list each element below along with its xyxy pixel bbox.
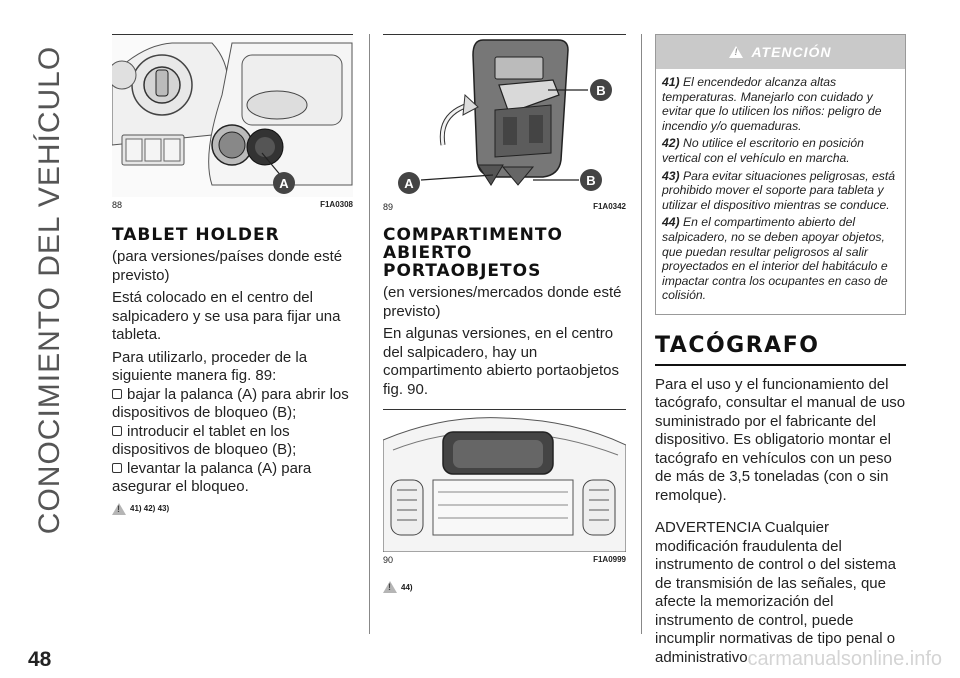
attention-item-text: Para evitar situaciones peligrosas, está prohibido mover el soporte para tableta y utilizar el dispositivo mientras se conduce. <box>662 168 896 212</box>
column-divider <box>641 34 642 634</box>
figure-90 <box>383 409 626 565</box>
bullet-item <box>112 423 353 460</box>
paragraph: Está colocado en el centro del salpicadero y se usa para fijar una tableta. <box>112 289 341 343</box>
callout-b-bottom: B <box>586 173 596 188</box>
warning-reference-numbers: 41) 42) 43) <box>130 504 170 513</box>
figure-number: 88 <box>112 200 123 210</box>
attention-item-text: El encendedor alcanza altas temperaturas. Manejarlo con cuidado y evitar que lo utilicen los niños: peligro de incendio y/o quemaduras. <box>662 75 882 133</box>
attention-header <box>656 35 905 69</box>
paragraph: (en versiones/mercados donde esté previsto) <box>383 284 622 320</box>
figure-code: F1A0308 <box>320 200 353 209</box>
section-heading-tablet-holder: TABLET HOLDER <box>112 225 280 245</box>
attention-item-number: 44) <box>662 215 680 230</box>
warning-triangle-icon <box>729 46 743 58</box>
attention-item <box>662 215 899 303</box>
column-3 <box>655 34 906 667</box>
figure-89-illustration <box>383 35 626 199</box>
checkbox-bullet-icon <box>112 389 122 399</box>
attention-item-text: No utilice el escritorio en posición vertical con el vehículo en marcha. <box>662 136 864 165</box>
attention-item-number: 43) <box>662 168 680 183</box>
warning-reference <box>112 503 353 515</box>
bullet-text: introducir el tablet en los dispositivos de bloqueo (B); <box>112 422 297 458</box>
figure-caption <box>383 199 626 212</box>
attention-item-text: En el compartimento abierto del salpicadero, no se deben apoyar objetos, que puedan resultar peligrosos al salir proyectados en el interior del habitáculo e impactar contra los ocupantes en caso de colisión. <box>662 215 888 303</box>
attention-item <box>662 169 899 213</box>
bullet-text: bajar la palanca (A) para abrir los dispositivos de bloqueo (B); <box>112 385 349 421</box>
column-divider <box>369 34 370 634</box>
paragraph: (para versiones/países donde esté previsto) <box>112 248 343 284</box>
column-1 <box>112 34 353 515</box>
paragraph: ADVERTENCIA Cualquier modificación fraudulenta del instrumento de control o del sistema de transmisión de las señales, que afecte la memorización del instrumento de control, puede incumplir normativas de tipo penal o administrativo. <box>655 519 896 666</box>
warning-reference-numbers: 44) <box>401 582 413 592</box>
chapter-title <box>20 10 80 570</box>
bullet-item <box>112 386 353 423</box>
checkbox-bullet-icon <box>112 463 122 473</box>
section-heading-tacografo: TACÓGRAFO <box>655 333 906 366</box>
figure-88 <box>112 34 353 210</box>
page-number: 48 <box>28 648 52 671</box>
figure-89 <box>383 34 626 212</box>
attention-box <box>655 34 906 315</box>
callout-a: A <box>404 176 414 191</box>
figure-caption <box>112 197 353 210</box>
callout-a: A <box>279 176 289 191</box>
figure-code: F1A0999 <box>593 555 626 564</box>
figure-code: F1A0342 <box>593 202 626 211</box>
attention-item <box>662 136 899 165</box>
attention-item <box>662 75 899 133</box>
section-heading-compartimento: COMPARTIMENTO ABIERTO PORTAOBJETOS <box>383 225 563 281</box>
watermark: carmanualsonline.info <box>747 648 942 670</box>
warning-reference <box>383 581 626 593</box>
figure-90-illustration <box>383 410 626 552</box>
figure-number: 89 <box>383 202 394 212</box>
bullet-text: levantar la palanca (A) para asegurar el bloqueo. <box>112 459 312 495</box>
column-2 <box>383 34 626 593</box>
warning-triangle-icon <box>112 503 126 515</box>
bullet-item <box>112 460 353 497</box>
attention-item-number: 42) <box>662 136 680 151</box>
callout-b-top: B <box>596 83 606 98</box>
paragraph: Para el uso y el funcionamiento del tacógrafo, consultar el manual de uso suministrado por el fabricante del dispositivo. Es obligatorio montar el tacógrafo en vehículos con un peso de más de 3,5 toneladas (con o sin remolque). <box>655 375 906 504</box>
figure-88-illustration <box>112 35 353 197</box>
attention-body <box>656 69 905 314</box>
paragraph: Para utilizarlo, proceder de la siguiente manera fig. 89: <box>112 348 308 384</box>
figure-caption <box>383 552 626 565</box>
attention-title: ATENCIÓN <box>751 44 832 60</box>
figure-number: 90 <box>383 555 394 565</box>
attention-item-number: 41) <box>662 75 680 89</box>
checkbox-bullet-icon <box>112 426 122 436</box>
chapter-title-text: CONOCIMIENTO DEL VEHÍCULO <box>33 45 66 535</box>
paragraph: En algunas versiones, en el centro del salpicadero, hay un compartimento abierto portaobjetos fig. 90. <box>383 325 619 398</box>
warning-triangle-icon <box>383 581 397 593</box>
